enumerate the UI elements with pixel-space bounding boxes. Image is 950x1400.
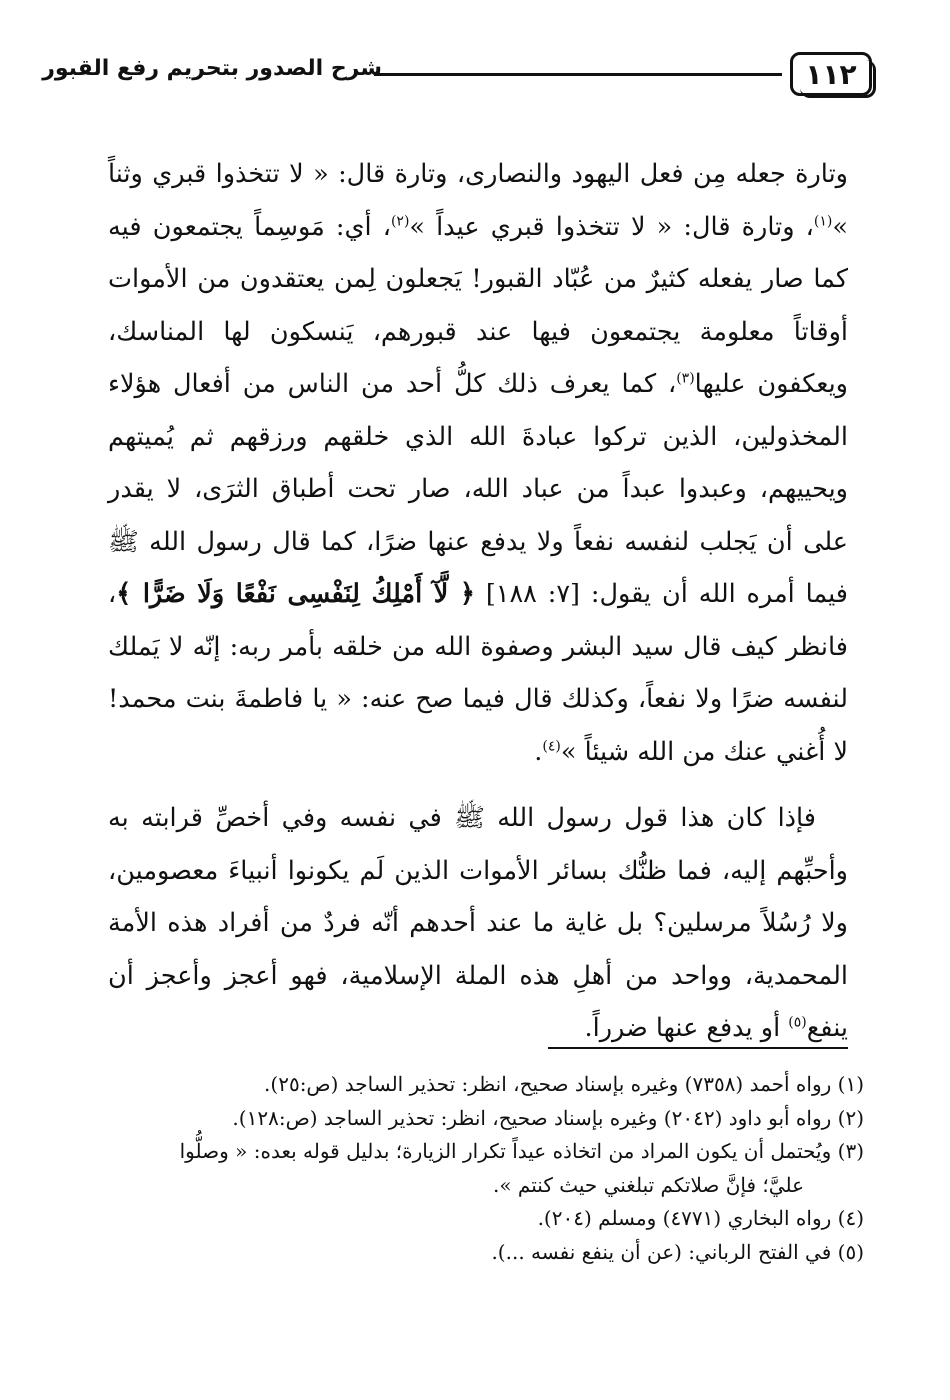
main-text (108, 148, 848, 1055)
footnote-ref-4[interactable]: (٤) (542, 738, 561, 754)
text-run: فإذا كان هذا قول رسول الله ﷺ في نفسه وفي أخصِّ قرابته به وأحبِّهم إليه، فما ظنُّك بسائر الأموات الذين لَم يكونوا أنبياءَ معصومين، ولا رُسُلاً مرسلين؟ بل غاية ما عند أحدهم أنّه فردٌ من أفراد هذه الأمة المحمدية، وواحد من أهلِ هذه الملة الإسلامية، فهو أعجز وأعجز أن ينفع (108, 803, 848, 1043)
page-number: ١١٢ (790, 52, 872, 96)
text-run: ، كما يعرف ذلك كلُّ أحد من الناس من أفعال هؤلاء المخذولين، الذين تركوا عبادةَ الله الذي خلقهم ورزقهم ثم يُميتهم ويحييهم، وعبدوا عبداً من عباد الله، صار تحت أطباق الثرَى، لا يقدر على أن يَجلب لنفسه نفعاً ولا يدفع عنها ضرًا، كما قال رسول الله ﷺ فيما أمره الله أن يقول: [٧: ١٨٨] (108, 369, 848, 609)
footnote-3-continued: عليَّ؛ فإنَّ صلاتكم تبلغني حيث كنتم ». (492, 1172, 804, 1197)
footnote-ref-1[interactable]: (١) (813, 213, 833, 229)
page-header (42, 52, 872, 102)
footnotes (104, 1068, 864, 1269)
footnote-4: (٤) رواه البخاري (٤٧٧١) ومسلم (٢٠٤). (537, 1206, 864, 1230)
header-rule (374, 73, 782, 76)
text-run: ، فانظر كيف قال سيد البشر وصفوة الله من خلقه بأمر ربه: إنّه لا يَملك لنفسه ضرًا ولا نفعاً، وكذلك قال فيما صح عنه: « يا فاطمةَ بنت محمد! لا أُغني عنك من الله شيئاً » (108, 579, 848, 767)
text-run: ، أي: مَوسِماً يجتمعون فيه كما صار يفعله كثيرٌ من عُبّاد القبور! يَجعلون لِمن يعتقدون من الأموات أوقاتاً معلومة يجتمعون فيها عند قبورهم، يَنسكون لها المناسك، ويعكفون عليها (108, 211, 848, 399)
footnote-ref-3[interactable]: (٣) (676, 370, 695, 387)
paragraph-1 (108, 148, 848, 778)
footnote-3: (٣) ويُحتمل أن يكون المراد من اتخاذه عيداً تكرار الزيارة؛ بدليل قوله بعده: « وصلُّوا (179, 1139, 864, 1163)
text-run: وتارة جعله مِن فعل اليهود والنصارى، وتارة قال: « لا تتخذوا قبري وثناً » (108, 159, 848, 242)
text-run: ، وتارة قال: « لا تتخذوا قبري عيداً » (409, 211, 814, 242)
text-run: أو يدفع عنها ضرراً. (584, 1013, 789, 1043)
footnote-1: (١) رواه أحمد (٧٣٥٨) وغيره بإسناد صحيح، انظر: تحذير الساجد (ص:٢٥). (264, 1072, 864, 1096)
quran-verse: ﴿ لَّآ أَمْلِكُ لِنَفْسِى نَفْعًا وَلَا ضَرًّا ﴾ (116, 579, 475, 609)
footnote-2: (٢) رواه أبو داود (٢٠٤٢) وغيره بإسناد صحيح، انظر: تحذير الساجد (ص:١٢٨). (232, 1105, 864, 1130)
footnote-ref-5[interactable]: (٥) (788, 1014, 807, 1031)
text-run: . (534, 736, 543, 767)
footnote-separator (548, 1047, 848, 1049)
running-title: شرح الصدور بتحريم رفع القبور (42, 56, 382, 81)
paragraph-2 (108, 792, 848, 1055)
footnote-5: (٥) في الفتح الرباني: (عن أن ينفع نفسه ...). (491, 1239, 864, 1264)
footnote-ref-2[interactable]: (٢) (390, 213, 410, 229)
